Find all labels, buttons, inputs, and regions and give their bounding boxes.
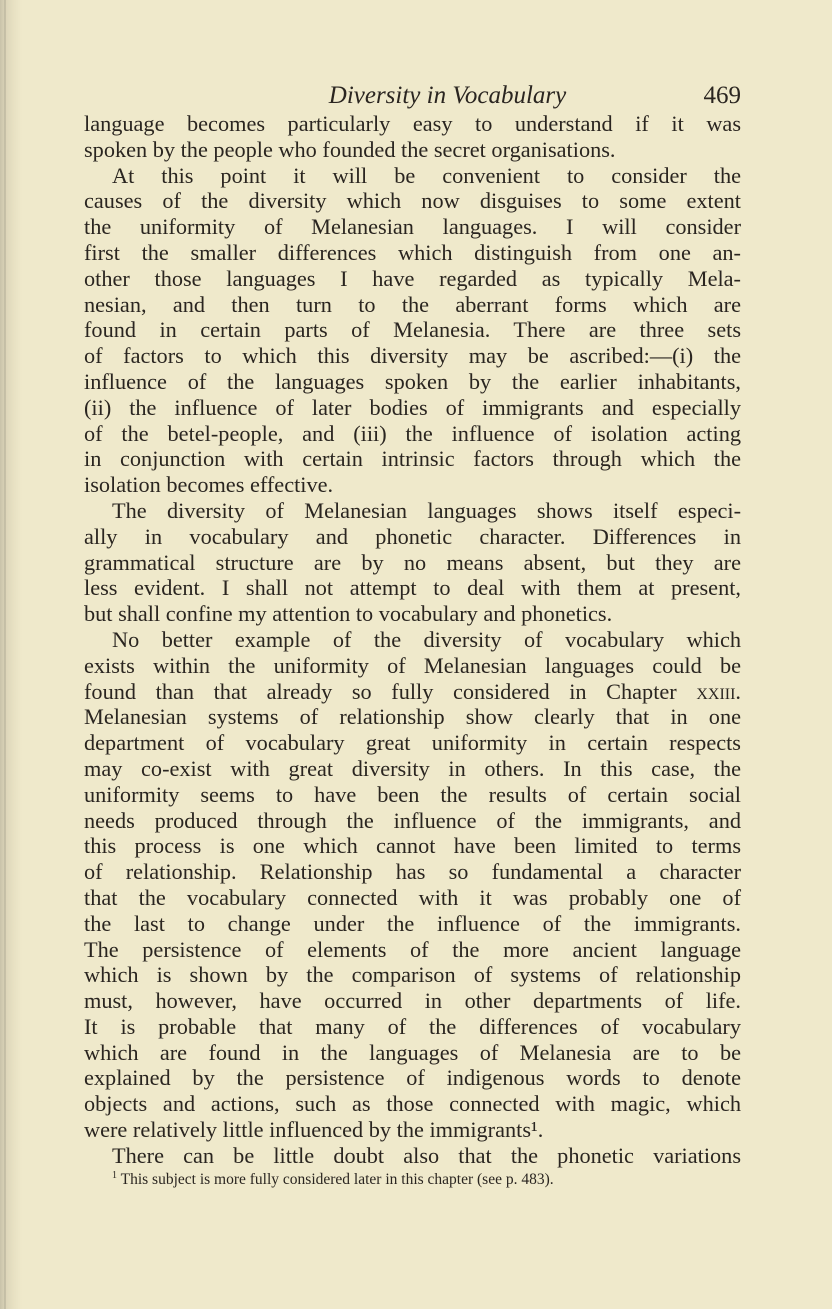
text-line: of relationship. Relationship has so fundamental a character (84, 859, 741, 885)
text-line: that the vocabulary connected with it was probably one of (84, 884, 741, 910)
text-line: explained by the persistence of indigenous words to denote (84, 1065, 741, 1091)
text-line: of factors to which this diversity may be ascribed:—(i) the (84, 343, 741, 369)
text-line: of the betel-people, and (iii) the influence of isolation acting (84, 420, 741, 446)
text-line: which are found in the languages of Melanesia are to be (84, 1039, 741, 1065)
footnote-text: This subject is more fully considered later in this chapter (see p. 483). (120, 1171, 554, 1189)
text-line: first the smaller differences which distinguish from one an- (84, 239, 741, 265)
text-line: this process is one which cannot have been limited to terms (84, 833, 741, 859)
text-line: the last to change under the influence of the immigrants. (84, 910, 741, 936)
text-line: The persistence of elements of the more ancient language (84, 936, 741, 962)
text-line: It is probable that many of the differences of vocabulary (84, 1013, 741, 1039)
text-line: may co-exist with great diversity in others. In this case, the (84, 755, 741, 781)
text-line: causes of the diversity which now disguises to some extent (84, 188, 741, 214)
chapter-numeral: xxiii (696, 678, 736, 704)
text-line: in conjunction with certain intrinsic factors through which the (84, 446, 741, 472)
text-line: There can be little doubt also that the phonetic variations (112, 1142, 741, 1168)
text-line: less evident. I shall not attempt to deal with them at present, (84, 575, 741, 601)
text-line: needs produced through the influence of the immigrants, and (84, 807, 741, 833)
text-line: Melanesian systems of relationship show clearly that in one (84, 704, 741, 730)
text-line: objects and actions, such as those connected with magic, which (84, 1091, 741, 1117)
book-binding-edge (0, 0, 22, 1309)
text-line: uniformity seems to have been the results of certain social (84, 781, 741, 807)
text-line: must, however, have occurred in other departments of life. (84, 988, 741, 1014)
text-line: ally in vocabulary and phonetic character. Differences in (84, 523, 741, 549)
text-line: The diversity of Melanesian languages shows itself especi- (112, 497, 741, 523)
text-line: At this point it will be convenient to consider the (112, 162, 741, 188)
text-line: department of vocabulary great uniformity in certain respects (84, 730, 741, 756)
text-line: isolation becomes effective. (84, 472, 334, 498)
text-line: grammatical structure are by no means absent, but they are (84, 549, 741, 575)
text-line: influence of the languages spoken by the earlier inhabitants, (84, 368, 741, 394)
footnote (112, 1170, 554, 1189)
text-line: No better example of the diversity of vocabulary which (112, 626, 741, 652)
running-title: Diversity in Vocabulary (328, 82, 567, 109)
text-line: nesian, and then turn to the aberrant forms which are (84, 291, 741, 317)
text-line: were relatively little influenced by the immigrants¹. (84, 1117, 544, 1143)
text-line: (ii) the influence of later bodies of immigrants and especially (84, 394, 741, 420)
text-line: but shall confine my attention to vocabulary and phonetics. (84, 601, 613, 627)
text-line: exists within the uniformity of Melanesian languages could be (84, 652, 741, 678)
footnote-mark: 1 (112, 1170, 117, 1181)
text-line: language becomes particularly easy to understand if it was (84, 111, 741, 136)
page-number: 469 (703, 82, 741, 109)
text-line: spoken by the people who founded the secret organisations. (84, 136, 616, 162)
text-line: found in certain parts of Melanesia. There are three sets (84, 317, 741, 343)
running-header (84, 82, 741, 114)
text-line: the uniformity of Melanesian languages. I will consider (84, 214, 741, 240)
text-line: found than that already so fully considered in Chapter xxiii. (84, 678, 741, 704)
body-text (84, 111, 741, 1169)
text-line: other those languages I have regarded as typically Mela- (84, 265, 741, 291)
text-line: which is shown by the comparison of systems of relationship (84, 962, 741, 988)
